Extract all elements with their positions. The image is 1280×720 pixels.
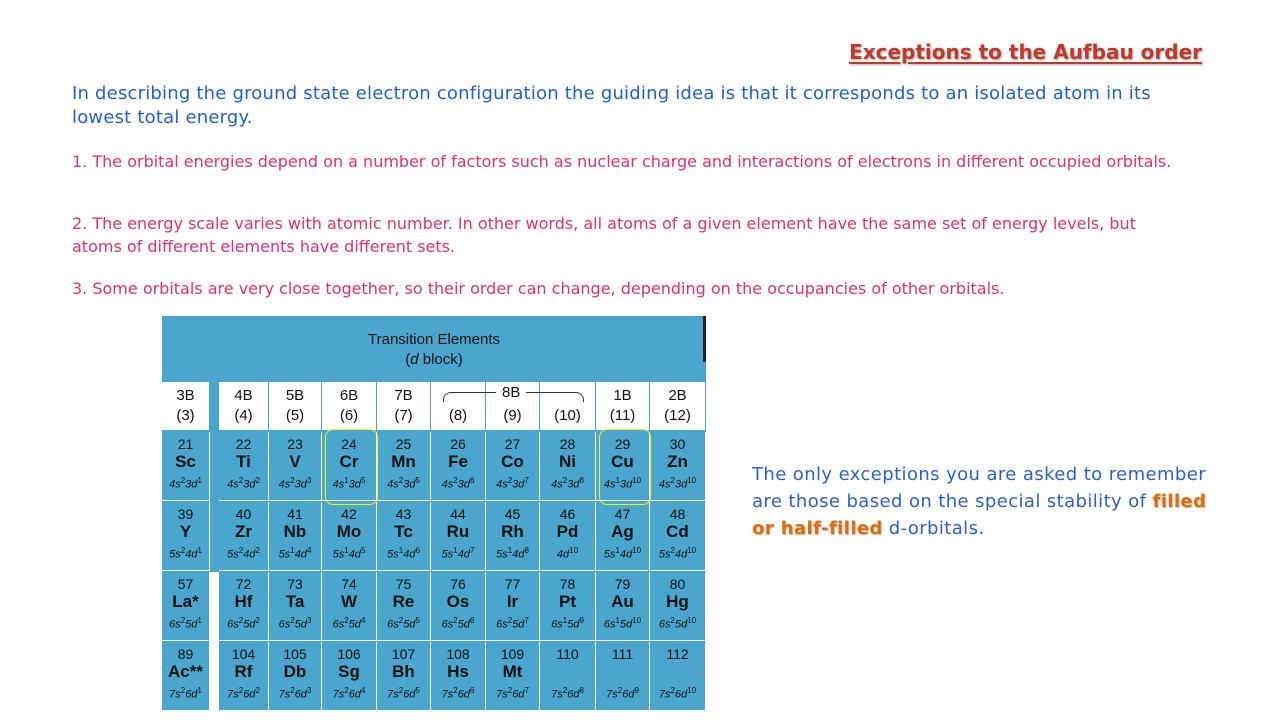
electron-configuration: $7s^26d^9$ [606, 686, 639, 701]
atomic-number: 40 [235, 506, 252, 522]
electron-configuration: $7s^26d^7$ [496, 686, 529, 701]
element-cell [596, 502, 650, 571]
element-cell [219, 432, 269, 501]
atomic-number: 39 [177, 506, 194, 522]
element-cell [269, 502, 322, 571]
element-cell [486, 642, 540, 710]
filled-half-filled-emphasis: filled or half-filled [752, 491, 1207, 539]
table-header [162, 316, 706, 382]
element-symbol: Hf [234, 592, 253, 611]
atomic-number: 75 [395, 576, 412, 592]
element-cell [322, 642, 377, 710]
point-1: 1. The orbital energies depend on a number of factors such as nuclear charge and interactions of electrons in different occupied orbitals. [72, 152, 1172, 171]
group-8b-label: 8B [496, 384, 526, 402]
element-symbol: Zn [667, 452, 688, 471]
element-cell [377, 432, 431, 501]
element-symbol: Sg [338, 662, 360, 681]
element-symbol: Ta [285, 592, 305, 611]
element-symbol: V [289, 452, 301, 471]
element-cell [322, 502, 377, 571]
element-symbol: Ir [506, 592, 519, 611]
transition-elements-table [162, 316, 706, 710]
element-symbol: Bh [392, 662, 415, 681]
element-symbol: Os [446, 592, 470, 611]
electron-configuration: $7s^26d^2$ [227, 686, 260, 701]
group-header-cell [322, 382, 376, 430]
element-cell [650, 432, 706, 501]
atomic-number: 26 [450, 436, 466, 452]
electron-configuration: $4s^23d^1$ [169, 476, 202, 491]
electron-configuration: $6s^25d^2$ [227, 616, 260, 631]
group-number: (10) [554, 407, 581, 424]
electron-configuration: $7s^26d^5$ [387, 686, 420, 701]
element-symbol: Pd [556, 522, 579, 541]
group-header-cell [219, 382, 268, 430]
atomic-number: 106 [337, 646, 361, 662]
element-cell [540, 432, 596, 501]
group-number: (12) [664, 407, 691, 424]
element-symbol: Rf [234, 662, 253, 681]
atomic-number: 28 [559, 436, 576, 452]
atomic-number: 46 [559, 506, 576, 522]
group-number: (5) [285, 407, 305, 424]
atomic-number: 47 [614, 506, 631, 522]
electron-configuration: $4s^23d^8$ [551, 476, 584, 491]
group-number: (9) [503, 407, 522, 424]
element-symbol: Au [611, 592, 634, 611]
group-number: (7) [394, 407, 413, 424]
electron-configuration: $6s^25d^4$ [332, 616, 366, 631]
atomic-number: 45 [504, 506, 521, 522]
element-cell [431, 502, 486, 571]
element-symbol: W [340, 592, 358, 611]
element-cell [596, 432, 650, 501]
element-symbol: Mn [391, 452, 416, 471]
element-cell [322, 432, 377, 501]
element-cell [486, 502, 540, 571]
element-cell [269, 572, 322, 641]
element-symbol [650, 662, 705, 682]
element-symbol: Nb [283, 522, 307, 541]
electron-configuration: $6s^25d^{10}$ [658, 616, 697, 631]
electron-configuration: $4s^13d^5$ [332, 476, 366, 491]
electron-configuration: $4s^23d^3$ [278, 476, 312, 491]
element-symbol: Ni [559, 452, 576, 471]
element-symbol: Y [179, 522, 192, 541]
lanthanide-gap [210, 572, 219, 710]
atomic-number: 89 [177, 646, 194, 662]
electron-configuration: $7s^26d^3$ [278, 686, 312, 701]
group-number: (6) [339, 407, 359, 424]
electron-configuration: $4s^23d^5$ [387, 476, 420, 491]
element-cell [431, 572, 486, 641]
element-cell [650, 572, 706, 641]
point-2: 2. The energy scale varies with atomic number. In other words, all atoms of a given element have the same set of energy levels, but atoms of different elements have different sets. [72, 214, 1136, 256]
element-cell [162, 642, 210, 710]
atomic-number: 109 [500, 646, 525, 662]
electron-configuration: $5s^24d^1$ [169, 546, 202, 561]
group-header-cell [540, 382, 595, 430]
atomic-number: 43 [395, 506, 412, 522]
element-cell [269, 642, 322, 710]
element-cell [540, 572, 596, 641]
group-label: 4B [234, 387, 253, 404]
atomic-number: 105 [283, 646, 307, 662]
element-cell [377, 642, 431, 710]
table-header-title: Transition Elements [368, 331, 500, 348]
electron-configuration: $5s^24d^2$ [227, 546, 260, 561]
atomic-number: 73 [287, 576, 303, 592]
atomic-number: 74 [341, 576, 357, 592]
atomic-number: 104 [231, 646, 256, 662]
group-header-cell [377, 382, 430, 430]
atomic-number: 21 [177, 436, 194, 452]
element-symbol: Cd [666, 522, 689, 541]
electron-configuration: $7s^26d^1$ [169, 686, 202, 701]
element-cell [162, 432, 210, 501]
atomic-number: 79 [614, 576, 631, 592]
group-header-cell [596, 382, 649, 430]
electron-configuration: $5s^14d^{10}$ [603, 546, 642, 561]
electron-configuration: $5s^14d^7$ [441, 546, 475, 561]
element-cell [650, 642, 706, 710]
atomic-number: 25 [395, 436, 412, 452]
element-cell [322, 572, 377, 641]
element-cell [431, 642, 486, 710]
table-edge-bar [703, 316, 706, 362]
group-header-cell [269, 382, 321, 430]
electron-configuration: $4d^{10}$ [556, 546, 579, 561]
group-number: (11) [609, 407, 636, 424]
atomic-number: 22 [235, 436, 252, 452]
element-symbol: Cr [339, 452, 359, 471]
electron-configuration: $4s^13d^{10}$ [603, 476, 642, 491]
element-symbol: Pt [559, 592, 576, 611]
group-number: (4) [234, 407, 253, 424]
electron-configuration: $7s^26d^4$ [332, 686, 366, 701]
atomic-number: 80 [669, 576, 686, 592]
element-symbol: Hs [447, 662, 469, 681]
element-symbol: Ru [446, 522, 470, 541]
element-symbol: Ag [611, 522, 634, 541]
atomic-number: 57 [177, 576, 194, 592]
electron-configuration: $5s^14d^6$ [387, 546, 420, 561]
electron-configuration: $6s^15d^9$ [551, 616, 584, 631]
element-symbol: La* [172, 592, 199, 611]
element-cell [486, 432, 540, 501]
atomic-number: 107 [391, 646, 416, 662]
element-cell [540, 502, 596, 571]
group-number: (3) [176, 407, 195, 424]
atomic-number: 29 [614, 436, 631, 452]
element-symbol: Re [392, 592, 415, 611]
element-symbol: Mo [336, 522, 362, 541]
electron-configuration: $7s^26d^8$ [551, 686, 584, 701]
element-symbol: Zr [235, 522, 252, 541]
group-header-cell [431, 382, 485, 430]
electron-configuration: $4s^23d^{10}$ [658, 476, 697, 491]
element-cell [377, 502, 431, 571]
element-cell [219, 642, 269, 710]
electron-configuration: $6s^25d^5$ [387, 616, 420, 631]
element-cell [650, 502, 706, 571]
element-symbol: Co [501, 452, 524, 471]
element-symbol [596, 662, 649, 682]
slide-title: Exceptions to the Aufbau order [849, 40, 1202, 64]
group-label: 3B [176, 387, 195, 404]
electron-configuration: $5s^24d^{10}$ [658, 546, 697, 561]
electron-configuration: $5s^14d^4$ [278, 546, 312, 561]
atomic-number: 41 [287, 506, 303, 522]
atomic-number: 76 [450, 576, 466, 592]
atomic-number: 112 [666, 646, 689, 662]
element-symbol: Fe [448, 452, 468, 471]
atomic-number: 44 [450, 506, 466, 522]
group-label: 1B [613, 387, 632, 404]
electron-configuration: $4s^23d^6$ [441, 476, 475, 491]
electron-configuration: $5s^14d^8$ [496, 546, 529, 561]
element-symbol: Hg [666, 592, 689, 611]
element-symbol: Tc [394, 522, 413, 541]
electron-configuration: $4s^23d^2$ [227, 476, 260, 491]
point-3: 3. Some orbitals are very close together, so their order can change, depending on the occupancies of other orbitals. [72, 279, 1005, 298]
atomic-number: 48 [669, 506, 686, 522]
group-header-cell [162, 382, 209, 430]
element-symbol: Cu [611, 452, 634, 471]
element-symbol: Ti [236, 452, 251, 471]
electron-configuration: $7s^26d^6$ [441, 686, 475, 701]
element-cell [219, 502, 269, 571]
element-cell [486, 572, 540, 641]
element-symbol: Ac** [168, 662, 203, 681]
atomic-number: 108 [446, 646, 470, 662]
atomic-number: 23 [287, 436, 303, 452]
element-symbol: Mt [502, 662, 523, 681]
group-header-cell [650, 382, 705, 430]
exceptions-note: The only exceptions you are asked to remember are those based on the special stability of filled or half-filled d-orbitals. [752, 464, 1207, 539]
element-cell [377, 572, 431, 641]
element-symbol: Sc [175, 452, 196, 471]
intro-paragraph: In describing the ground state electron configuration the guiding idea is that it corresponds to an isolated atom in its lowest total energy. [72, 83, 1151, 128]
atomic-number: 72 [235, 576, 252, 592]
element-cell [269, 432, 322, 501]
element-cell [162, 502, 210, 571]
atomic-number: 24 [341, 436, 357, 452]
atomic-number: 27 [504, 436, 521, 452]
atomic-number: 77 [504, 576, 521, 592]
group-label: 6B [339, 387, 359, 404]
element-cell [596, 572, 650, 641]
element-symbol [540, 662, 595, 682]
electron-configuration: $6s^15d^{10}$ [603, 616, 642, 631]
element-cell [431, 432, 486, 501]
atomic-number: 110 [556, 646, 579, 662]
group-label: 2B [668, 387, 687, 404]
group-label: 7B [394, 387, 413, 404]
atomic-number: 30 [669, 436, 686, 452]
electron-configuration: $6s^25d^1$ [169, 616, 202, 631]
electron-configuration: $6s^25d^6$ [441, 616, 475, 631]
electron-configuration: $6s^25d^7$ [496, 616, 529, 631]
electron-configuration: $4s^23d^7$ [496, 476, 529, 491]
group-label: 5B [285, 387, 305, 404]
electron-configuration: $6s^25d^3$ [278, 616, 312, 631]
electron-configuration: $7s^26d^{10}$ [658, 686, 697, 701]
element-cell [596, 642, 650, 710]
element-symbol: Db [283, 662, 307, 681]
atomic-number: 78 [559, 576, 576, 592]
electron-configuration: $5s^14d^5$ [332, 546, 366, 561]
element-symbol: Rh [501, 522, 524, 541]
atomic-number: 42 [341, 506, 357, 522]
atomic-number: 111 [611, 646, 634, 662]
element-cell [540, 642, 596, 710]
table-header-subtitle: (d block) [405, 351, 463, 368]
group-number: (8) [448, 407, 468, 424]
element-cell [162, 572, 210, 641]
element-cell [219, 572, 269, 641]
